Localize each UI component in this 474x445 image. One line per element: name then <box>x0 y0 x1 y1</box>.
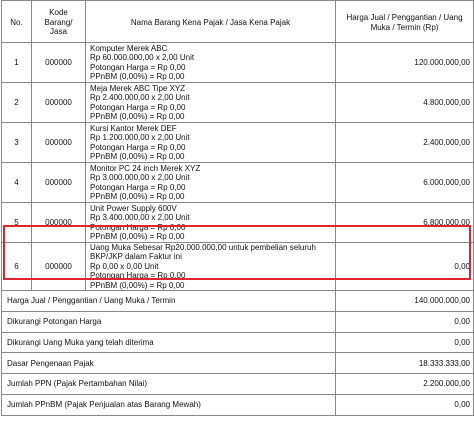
item-amount: 120.000.000,00 <box>336 43 474 83</box>
item-description-line: Potongan Harga = Rp 0,00 <box>90 102 186 112</box>
invoice-items-table <box>1 0 474 416</box>
item-description <box>86 83 336 123</box>
item-number: 6 <box>2 243 32 291</box>
item-amount: 2.400.000,00 <box>336 123 474 163</box>
summary-label: Dikurangi Uang Muka yang telah diterima <box>2 332 336 353</box>
item-description-line: Rp 3.400.000,00 x 2,00 Unit <box>90 213 190 223</box>
summary-row <box>2 395 474 416</box>
item-description-line: Kursi Kantor Merek DEF <box>90 123 177 133</box>
item-code: 000000 <box>32 43 86 83</box>
item-description-line: Rp 2.400.000,00 x 2,00 Unit <box>90 93 190 103</box>
item-number: 5 <box>2 203 32 243</box>
summary-row <box>2 311 474 332</box>
header-no: No. <box>2 1 32 43</box>
table-row <box>2 43 474 83</box>
summary-label: Jumlah PPnBM (Pajak Penjualan atas Barang Mewah) <box>2 395 336 416</box>
table-row <box>2 123 474 163</box>
item-description-line: PPnBM (0,00%) = Rp 0,00 <box>90 191 185 201</box>
item-description-line: Potongan Harga = Rp 0,00 <box>90 182 186 192</box>
header-name: Nama Barang Kena Pajak / Jasa Kena Pajak <box>86 1 336 43</box>
table-row <box>2 163 474 203</box>
item-description <box>86 203 336 243</box>
table-row <box>2 243 474 291</box>
summary-value: 0,00 <box>336 311 474 332</box>
item-description-line: Potongan Harga = Rp 0,00 <box>90 271 186 281</box>
summary-value: 140.000.000,00 <box>336 291 474 312</box>
item-description-line: BKP/JKP dalam Faktur ini <box>90 252 182 262</box>
header-code: Kode Barang/ Jasa <box>32 1 86 43</box>
summary-row <box>2 291 474 312</box>
item-description-line: Rp 60.000.000,00 x 2,00 Unit <box>90 53 195 63</box>
item-code: 000000 <box>32 83 86 123</box>
table-header-row <box>2 1 474 43</box>
item-description-line: Monitor PC 24 inch Merek XYZ <box>90 163 201 173</box>
item-description-line: Potongan Harga = Rp 0,00 <box>90 62 186 72</box>
item-description-line: Rp 1.200.000,00 x 2,00 Unit <box>90 133 190 143</box>
header-price: Harga Jual / Penggantian / Uang Muka / Termin (Rp) <box>336 1 474 43</box>
summary-label: Jumlah PPN (Pajak Pertambahan Nilai) <box>2 374 336 395</box>
item-number: 4 <box>2 163 32 203</box>
summary-row <box>2 332 474 353</box>
item-code: 000000 <box>32 123 86 163</box>
item-description-line: PPnBM (0,00%) = Rp 0,00 <box>90 111 185 121</box>
item-description <box>86 123 336 163</box>
item-description-line: Potongan Harga = Rp 0,00 <box>90 142 186 152</box>
item-code: 000000 <box>32 203 86 243</box>
summary-row <box>2 374 474 395</box>
table-row <box>2 83 474 123</box>
item-amount: 6.800.000,00 <box>336 203 474 243</box>
item-number: 3 <box>2 123 32 163</box>
item-description <box>86 43 336 83</box>
summary-label: Dasar Pengenaan Pajak <box>2 353 336 374</box>
item-amount: 4.800.000,00 <box>336 83 474 123</box>
item-description-line: Komputer Merek ABC <box>90 43 168 53</box>
item-description-line: Uang Muka Sebesar Rp20.000.000,00 untuk pembelian seluruh <box>90 243 316 252</box>
summary-label: Harga Jual / Penggantian / Uang Muka / Termin <box>2 291 336 312</box>
item-number: 2 <box>2 83 32 123</box>
item-number: 1 <box>2 43 32 83</box>
item-description-line: PPnBM (0,00%) = Rp 0,00 <box>90 71 185 81</box>
summary-value: 2.200.000,00 <box>336 374 474 395</box>
item-description <box>86 243 336 291</box>
item-amount: 6.000.000,00 <box>336 163 474 203</box>
summary-label: Dikurangi Potongan Harga <box>2 311 336 332</box>
item-description-line: Meja Merek ABC Tipe XYZ <box>90 83 186 93</box>
item-description-line: Potongan Harga = Rp 0,00 <box>90 222 186 232</box>
item-description-line: PPnBM (0,00%) = Rp 0,00 <box>90 231 185 241</box>
table-row <box>2 203 474 243</box>
item-description-line: Rp 3.000.000,00 x 2,00 Unit <box>90 173 190 183</box>
item-description-line: Rp 0,00 x 0,00 Unit <box>90 261 159 271</box>
item-description-line: PPnBM (0,00%) = Rp 0,00 <box>90 151 185 161</box>
summary-row <box>2 353 474 374</box>
item-description-line: Unit Power Supply 600V <box>90 203 177 213</box>
summary-value: 0,00 <box>336 332 474 353</box>
item-code: 000000 <box>32 243 86 291</box>
item-code: 000000 <box>32 163 86 203</box>
item-amount: 0,00 <box>336 243 474 291</box>
item-description-line: PPnBM (0,00%) = Rp 0,00 <box>90 280 185 290</box>
summary-value: 18.333.333,00 <box>336 353 474 374</box>
summary-value: 0,00 <box>336 395 474 416</box>
item-description <box>86 163 336 203</box>
